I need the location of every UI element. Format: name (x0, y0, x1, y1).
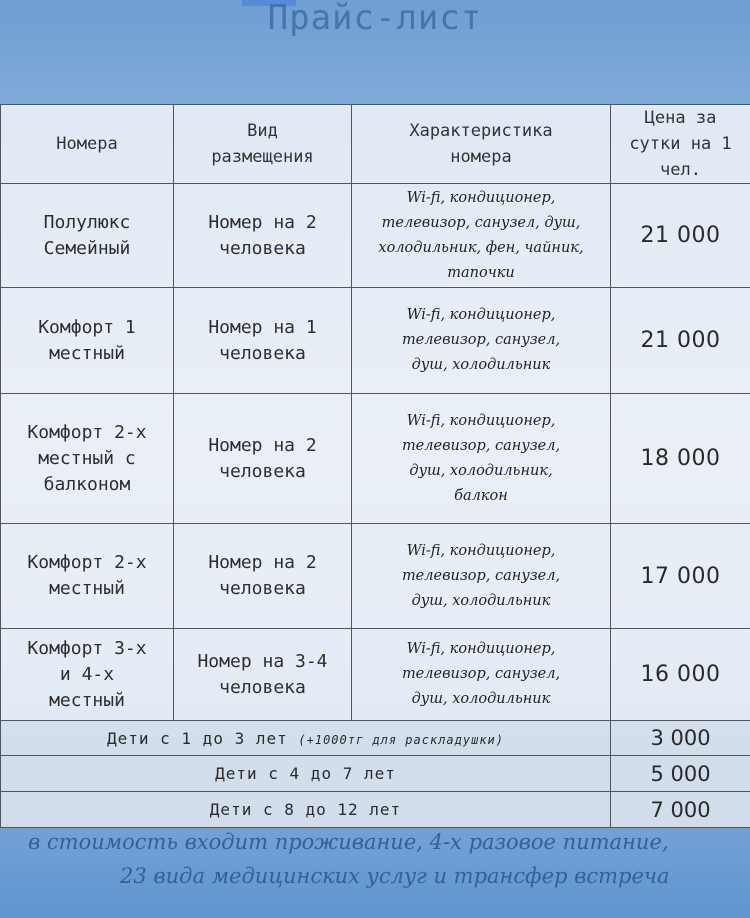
kids-row (1, 721, 750, 756)
table-row (1, 394, 750, 524)
price-table (0, 104, 750, 828)
table-header-row (1, 105, 750, 184)
room-name: Комфорт 2-х местный с балконом (1, 394, 174, 524)
footer-line-1: в стоимость входит проживание, 4-х разовое питание, (28, 830, 669, 854)
room-features: Wi-fi, кондиционер, телевизор, санузел, душ, холодильник (352, 524, 611, 629)
kids-price: 5 000 (611, 756, 750, 792)
kids-label-cell (1, 756, 611, 792)
header-room: Номера (1, 105, 174, 184)
kids-row (1, 756, 750, 792)
kids-label-cell (1, 792, 611, 828)
placement: Номер на 2 человека (174, 524, 352, 629)
table-row (1, 288, 750, 394)
placement: Номер на 3-4 человека (174, 629, 352, 721)
kids-note: (+1000тг для раскладушки) (298, 732, 505, 747)
kids-label: Дети с 1 до 3 лет (106, 728, 288, 748)
table-row (1, 629, 750, 721)
room-price: 18 000 (611, 394, 750, 524)
kids-price: 7 000 (611, 792, 750, 828)
table-row (1, 524, 750, 629)
kids-label: Дети с 8 до 12 лет (209, 800, 402, 819)
placement: Номер на 1 человека (174, 288, 352, 394)
page-title: Прайс-лист (267, 0, 483, 38)
footer-line-2: 23 вида медицинских услуг и трансфер встреча (120, 864, 670, 888)
placement: Номер на 2 человека (174, 394, 352, 524)
kids-label: Дети с 4 до 7 лет (215, 764, 396, 783)
room-name: Комфорт 2-х местный (1, 524, 174, 629)
room-name: Полулюкс Семейный (1, 184, 174, 288)
room-features: Wi-fi, кондиционер, телевизор, санузел, душ, холодильник (352, 629, 611, 721)
kids-price: 3 000 (611, 721, 750, 756)
room-name: Комфорт 1 местный (1, 288, 174, 394)
placement: Номер на 2 человека (174, 184, 352, 288)
room-price: 17 000 (611, 524, 750, 629)
header-features: Характеристика номера (352, 105, 611, 184)
header-price: Цена за сутки на 1 чел. (611, 105, 750, 184)
header-placement: Вид размещения (174, 105, 352, 184)
table-row (1, 184, 750, 288)
room-price: 16 000 (611, 629, 750, 721)
room-name: Комфорт 3-х и 4-х местный (1, 629, 174, 721)
room-price: 21 000 (611, 288, 750, 394)
room-features: Wi-fi, кондиционер, телевизор, санузел, душ, холодильник, балкон (352, 394, 611, 524)
room-price: 21 000 (611, 184, 750, 288)
room-features: Wi-fi, кондиционер, телевизор, санузел, душ, холодильник, фен, чайник, тапочки (352, 184, 611, 288)
room-features: Wi-fi, кондиционер, телевизор, санузел, душ, холодильник (352, 288, 611, 394)
kids-label-cell (1, 721, 611, 756)
kids-row (1, 792, 750, 828)
